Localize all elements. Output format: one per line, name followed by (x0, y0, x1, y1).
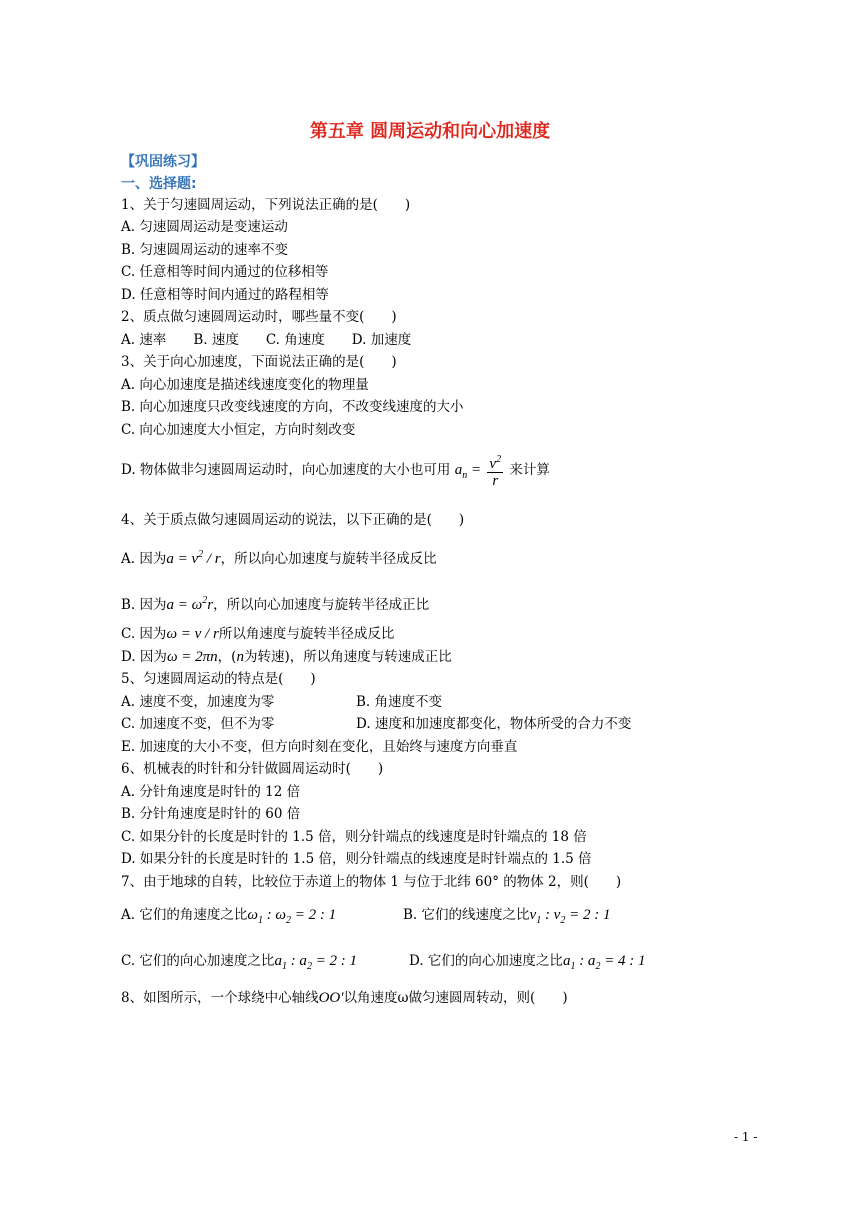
q7-row-cd (121, 952, 646, 976)
q4-option-d (121, 648, 452, 666)
q1-option-c: C. 任意相等时间内通过的位移相等 (121, 264, 329, 280)
question-6: 6、机械表的时针和分针做圆周运动时( ) (121, 761, 384, 777)
page-number: - 1 - (734, 1130, 758, 1144)
q4b-prefix: B. 因为 (121, 597, 167, 613)
q5-option-c: C. 加速度不变，但不为零 (121, 716, 275, 732)
q6-option-d: D. 如果分针的长度是时针的 1.5 倍，则分针端点的线速度是时针端点的 1.5 倍 (121, 851, 592, 867)
q5-option-b: B. 角速度不变 (356, 694, 443, 710)
formula-a-v2-r: $a = v^2 / r$ (166, 549, 221, 567)
question-2: 2、质点做匀速圆周运动时，哪些量不变( ) (121, 309, 397, 325)
formula-a1-a2-d: $a_1$ : $a_2 = 4$ : 1 (562, 953, 646, 972)
formula-w-2pin: ω = 2πn (166, 649, 218, 665)
q1-option-d: D. 任意相等时间内通过的路程相等 (121, 287, 329, 303)
formula-v1-v2: $v_1$ : $v_2 = 2$ : 1 (529, 907, 611, 926)
q1-option-b: B. 匀速圆周运动的速率不变 (121, 242, 289, 258)
q4-option-b (121, 592, 429, 614)
q4c-prefix: C. 因为 (121, 626, 167, 642)
q5-option-e: E. 加速度的大小不变，但方向时刻在变化，且始终与速度方向垂直 (121, 739, 518, 755)
q5-row-cd (121, 715, 632, 733)
q4d-prefix: D. 因为 (121, 649, 167, 665)
question-3: 3、关于向心加速度，下面说法正确的是( ) (121, 354, 397, 370)
q4d-n: n (236, 649, 244, 665)
q8-suffix: 以角速度ω做匀速圆周转动，则( ) (343, 990, 568, 1006)
q7-row-ab (121, 906, 611, 930)
q6-option-b: B. 分针角速度是时针的 60 倍 (121, 806, 301, 822)
q6-option-c: C. 如果分针的长度是时针的 1.5 倍，则分针端点的线速度是时针端点的 18 倍 (121, 829, 587, 845)
q3-option-d-suffix: 来计算 (509, 462, 550, 478)
q5-option-a: A. 速度不变，加速度为零 (121, 694, 275, 710)
q3-option-b: B. 向心加速度只改变线速度的方向，不改变线速度的大小 (121, 399, 464, 415)
question-1: 1、关于匀速圆周运动，下列说法正确的是( ) (121, 197, 411, 213)
question-7: 7、由于地球的自转，比较位于赤道上的物体 1 与位于北纬 60° 的物体 2，则( ) (121, 874, 622, 890)
section-practice-heading: 【巩固练习】 (121, 154, 205, 170)
q3-option-a: A. 向心加速度是描述线速度变化的物理量 (121, 377, 369, 393)
q2-options: A. 速率 B. 速度 C. 角速度 D. 加速度 (121, 332, 412, 348)
question-5: 5、匀速圆周运动的特点是( ) (121, 671, 316, 687)
q5-option-d: D. 速度和加速度都变化，物体所受的合力不变 (356, 716, 632, 732)
q3-option-c: C. 向心加速度大小恒定，方向时刻改变 (121, 422, 356, 438)
q7-option-a: A. 它们的角速度之比 (121, 907, 248, 923)
formula-axis-oo: OO′ (318, 990, 344, 1006)
q4a-prefix: A. 因为 (121, 551, 167, 567)
q7-option-c: C. 它们的向心加速度之比 (121, 953, 275, 969)
formula-a-w2r: $a = \omega^2r$ (166, 595, 214, 613)
q3-option-d (121, 452, 550, 489)
q4d-suffix: 为转速)，所以角速度与转速成正比 (243, 649, 452, 665)
formula-w1-w2: $\omega_1$ : $\omega_2 = 2$ : 1 (247, 907, 337, 926)
q6-option-a: A. 分针角速度是时针的 12 倍 (121, 784, 301, 800)
q4-option-c (121, 625, 394, 643)
q4b-suffix: ，所以向心加速度与旋转半径成正比 (213, 597, 430, 613)
q4c-suffix: 所以角速度与旋转半径成反比 (218, 626, 395, 642)
q7-option-b: B. 它们的线速度之比 (403, 907, 530, 923)
q4d-mid: ，( (217, 649, 237, 665)
question-4: 4、关于质点做匀速圆周运动的说法，以下正确的是( ) (121, 512, 465, 528)
q1-option-a: A. 匀速圆周运动是变速运动 (121, 219, 288, 235)
q4-option-a (121, 546, 437, 568)
q3-option-d-text: D. 物体做非匀速圆周运动时，向心加速度的大小也可用 (121, 462, 451, 478)
formula-fraction: $\frac{v^2}{r}$ (489, 454, 502, 489)
formula-w-v-r: ω = v / r (166, 626, 219, 642)
section-choice-heading: 一、选择题: (121, 176, 197, 192)
formula-an: $a_n$ = (454, 462, 482, 481)
q5-row-ab (121, 693, 443, 711)
q4a-suffix: ，所以向心加速度与旋转半径成反比 (220, 551, 437, 567)
formula-a1-a2-c: $a_1$ : $a_2 = 2$ : 1 (274, 953, 358, 972)
q8-prefix: 8、如图所示，一个球绕中心轴线 (121, 990, 319, 1006)
q7-option-d: D. 它们的向心加速度之比 (409, 953, 563, 969)
page-title: 第五章 圆周运动和向心加速度 (309, 121, 551, 142)
question-8 (121, 989, 568, 1007)
